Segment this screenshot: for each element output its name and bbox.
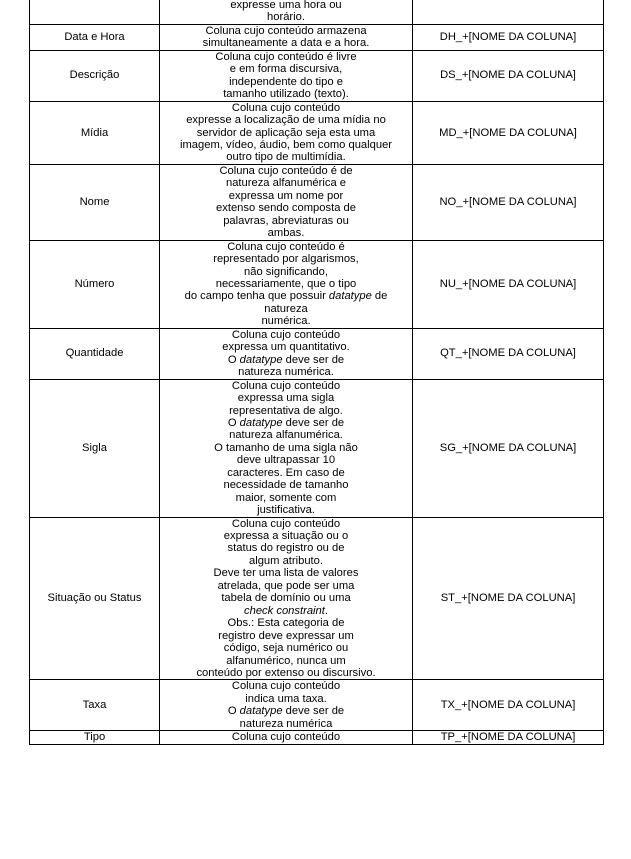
category-cell: Mídia [30, 101, 160, 164]
description-line: Coluna cujo conteúdo é de [219, 164, 353, 177]
description-cell [160, 164, 413, 240]
table-row [30, 101, 604, 164]
description-cell [160, 517, 413, 680]
description-line: representativa de algo. [229, 404, 343, 417]
description-cell [160, 680, 413, 731]
description-line: extenso sendo composta de [216, 202, 356, 215]
description-line: numérica. [261, 315, 311, 328]
description-line: expresse a localização de uma mídia no [186, 114, 386, 127]
description-cell [160, 24, 413, 50]
description-line: atrelada, que pode ser uma [217, 579, 355, 592]
category-cell: Nome [30, 164, 160, 240]
description-line: necessidade de tamanho [223, 479, 349, 492]
description-line: Deve ter uma lista de valores [213, 567, 359, 580]
category-cell: Taxa [30, 680, 160, 731]
prefix-cell: NU_+[NOME DA COLUNA] [413, 240, 604, 328]
table-body [30, 0, 604, 744]
description-line: horário. [267, 11, 305, 24]
prefix-cell: QT_+[NOME DA COLUNA] [413, 328, 604, 379]
description-line: natureza alfanumérica. [229, 429, 343, 442]
category-cell: Situação ou Status [30, 517, 160, 680]
category-cell: Sigla [30, 379, 160, 517]
prefix-cell: NO_+[NOME DA COLUNA] [413, 164, 604, 240]
description-line: Coluna cujo conteúdo [231, 680, 341, 693]
description-cell [160, 328, 413, 379]
table-row [30, 731, 604, 744]
table-row [30, 24, 604, 50]
description-line: Coluna cujo conteúdo [231, 379, 341, 392]
description-line: natureza [264, 302, 308, 315]
description-line: O datatype deve ser de [227, 416, 345, 429]
column-naming-table [29, 0, 604, 745]
table-row [30, 50, 604, 101]
prefix-cell: TP_+[NOME DA COLUNA] [413, 731, 604, 744]
description-line: representado por algarismos, [213, 253, 359, 266]
description-line: check constraint. [244, 604, 328, 617]
description-line: justificativa. [257, 504, 315, 517]
description-line: O tamanho de uma sigla não [214, 441, 358, 454]
description-line: e em forma discursiva, [229, 63, 343, 76]
prefix-cell: DS_+[NOME DA COLUNA] [413, 50, 604, 101]
description-line: outro tipo de multimídia. [226, 151, 346, 164]
technical-term: datatype [239, 705, 283, 718]
description-line: Obs.: Esta categoria de [227, 617, 345, 630]
description-line: Coluna cujo conteúdo [231, 328, 341, 341]
table-row [30, 164, 604, 240]
category-cell: Quantidade [30, 328, 160, 379]
description-line: expressa uma sigla [237, 392, 335, 405]
category-cell [30, 0, 160, 24]
description-line: deve ultrapassar 10 [236, 454, 336, 467]
table-row [30, 517, 604, 680]
description-cell [160, 101, 413, 164]
description-line: independente do tipo e [229, 75, 343, 88]
prefix-cell: ST_+[NOME DA COLUNA] [413, 517, 604, 680]
description-line: necessariamente, que o tipo [215, 277, 357, 290]
description-line: expressa um quantitativo. [222, 341, 350, 354]
technical-term: datatype [328, 290, 372, 303]
description-line: tamanho utilizado (texto). [223, 88, 349, 101]
table-row [30, 0, 604, 24]
description-line: tabela de domínio ou uma [221, 592, 351, 605]
description-line: Coluna cujo conteúdo [231, 517, 341, 530]
description-line: Coluna cujo conteúdo [231, 101, 341, 114]
prefix-cell: DH_+[NOME DA COLUNA] [413, 24, 604, 50]
description-line: caracteres. Em caso de [227, 466, 345, 479]
description-line: imagem, vídeo, áudio, bem como qualquer [179, 138, 393, 151]
description-line: expressa a situação ou o [223, 530, 349, 543]
description-cell [160, 379, 413, 517]
description-line: servidor de aplicação seja esta uma [196, 126, 376, 139]
description-line: natureza numérica. [238, 366, 334, 379]
description-line: alfanumérico, nunca um [226, 654, 346, 667]
category-cell: Descrição [30, 50, 160, 101]
technical-term: datatype [239, 416, 283, 429]
description-line: O datatype deve ser de [227, 353, 345, 366]
prefix-cell: MD_+[NOME DA COLUNA] [413, 101, 604, 164]
prefix-cell: SG_+[NOME DA COLUNA] [413, 379, 604, 517]
description-cell [160, 731, 413, 744]
description-line: status do registro ou de [227, 542, 345, 555]
technical-term: datatype [239, 353, 283, 366]
description-line: conteúdo por extenso ou discursivo. [196, 667, 376, 680]
table-row [30, 379, 604, 517]
technical-term: check constraint [244, 604, 325, 617]
description-line: palavras, abreviaturas ou [223, 214, 349, 227]
description-cell [160, 50, 413, 101]
description-line: Coluna cujo conteúdo é [227, 240, 345, 253]
table-row [30, 680, 604, 731]
description-line: registro deve expressar um [218, 629, 354, 642]
table-row [30, 240, 604, 328]
description-line: ambas. [267, 227, 305, 240]
description-cell [160, 0, 413, 24]
description-line: algum atributo. [248, 554, 323, 567]
description-line: simultaneamente a data e a hora. [202, 37, 370, 50]
category-cell: Tipo [30, 731, 160, 744]
description-line: expresse uma hora ou [230, 0, 342, 11]
description-line: natureza alfanumérica e [225, 177, 347, 190]
description-line: Coluna cujo conteúdo é livre [215, 50, 357, 63]
description-line: expressa um nome por [228, 189, 344, 202]
prefix-cell: TX_+[NOME DA COLUNA] [413, 680, 604, 731]
description-line: Coluna cujo conteúdo [231, 731, 341, 744]
category-cell: Número [30, 240, 160, 328]
description-line: do campo tenha que possuir datatype de [184, 290, 388, 303]
table-row [30, 328, 604, 379]
description-line: Coluna cujo conteúdo armazena [205, 24, 367, 37]
prefix-cell [413, 0, 604, 24]
description-line: maior, somente com [235, 491, 337, 504]
description-line: indica uma taxa. [245, 692, 327, 705]
description-cell [160, 240, 413, 328]
description-line: natureza numérica [239, 717, 333, 730]
category-cell: Data e Hora [30, 24, 160, 50]
description-line: O datatype deve ser de [227, 705, 345, 718]
description-line: não significando, [244, 265, 328, 278]
description-line: código, seja numérico ou [223, 642, 349, 655]
